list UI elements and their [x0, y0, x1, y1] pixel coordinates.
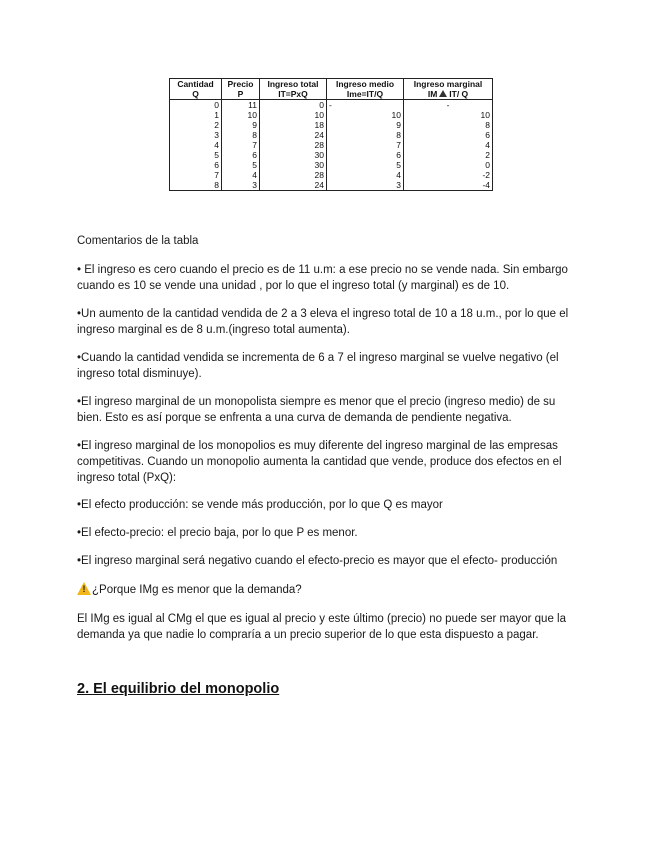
table-cell: 0: [260, 100, 327, 111]
table-header-row: [170, 79, 493, 90]
table-cell: 11: [222, 100, 260, 111]
table-cell: 8: [404, 120, 493, 130]
paragraph-8: •El ingreso marginal será negativo cuando el efecto-precio es mayor que el efecto- producción: [77, 555, 558, 567]
paragraph-1: • El ingreso es cero cuando el precio es de 11 u.m: a ese precio no se vende nada. Sin embargo cuando es 10 se vende una unidad , por lo que el ingreso total (y marginal) es de 10.: [77, 264, 568, 292]
table-cell: 8: [327, 130, 404, 140]
table-cell: 6: [170, 160, 222, 170]
table-cell: 30: [260, 160, 327, 170]
table-cell: 9: [327, 120, 404, 130]
table-cell: 0: [404, 160, 493, 170]
table-row: [170, 140, 493, 150]
table-cell: -: [327, 100, 404, 111]
table-cell: 24: [260, 130, 327, 140]
table-cell: -: [404, 100, 493, 111]
table-cell: 10: [222, 110, 260, 120]
header-im-formula: [404, 89, 493, 100]
table-row: [170, 160, 493, 170]
table-cell: 28: [260, 170, 327, 180]
header-ingreso-marginal: Ingreso marginal: [404, 79, 493, 90]
table-cell: 18: [260, 120, 327, 130]
header-p: P: [222, 89, 260, 100]
comments-title: Comentarios de la tabla: [77, 235, 199, 247]
table-cell: 3: [222, 180, 260, 191]
paragraph-3: •Cuando la cantidad vendida se incrementa de 6 a 7 el ingreso marginal se vuelve negativo (el ingreso total disminuye).: [77, 352, 559, 380]
table-cell: 10: [327, 110, 404, 120]
table-cell: 5: [327, 160, 404, 170]
revenue-table: [169, 78, 493, 191]
table-cell: 3: [170, 130, 222, 140]
delta-icon: [439, 90, 447, 97]
table-cell: -2: [404, 170, 493, 180]
table-cell: 30: [260, 150, 327, 160]
table-row: [170, 150, 493, 160]
table-cell: 4: [327, 170, 404, 180]
table-cell: 5: [222, 160, 260, 170]
table-cell: 3: [327, 180, 404, 191]
paragraph-5: •El ingreso marginal de los monopolios es muy diferente del ingreso marginal de las empresas competitivas. Cuando un monopolio aumenta la cantidad que vende, produce dos efectos en el ingreso total (PxQ):: [77, 440, 562, 484]
paragraph-6: •El efecto producción: se vende más producción, por lo que Q es mayor: [77, 499, 443, 511]
section-heading: 2. El equilibrio del monopolio: [77, 681, 280, 697]
table-cell: 8: [170, 180, 222, 191]
paragraph-4: •El ingreso marginal de un monopolista siempre es menor que el precio (ingreso medio) de su bien. Esto es así porque se enfrenta a una curva de demanda de pendiente negativa.: [77, 396, 556, 424]
table-cell: 6: [327, 150, 404, 160]
table-cell: 4: [222, 170, 260, 180]
table-cell: 4: [170, 140, 222, 150]
header-ime-formula: Ime=IT/Q: [327, 89, 404, 100]
table-cell: 24: [260, 180, 327, 191]
table-cell: 8: [222, 130, 260, 140]
header-precio: Precio: [222, 79, 260, 90]
paragraph-2: •Un aumento de la cantidad vendida de 2 a 3 eleva el ingreso total de 10 a 18 u.m., por lo que el ingreso marginal es de 8 u.m.(ingreso total aumenta).: [77, 308, 569, 336]
table-header-row-2: [170, 89, 493, 100]
table-cell: 28: [260, 140, 327, 150]
header-it-formula: IT=PxQ: [260, 89, 327, 100]
paragraph-7: •El efecto-precio: el precio baja, por lo que P es menor.: [77, 527, 358, 539]
question-line: [77, 582, 577, 598]
table-cell: 5: [170, 150, 222, 160]
table-cell: -4: [404, 180, 493, 191]
table-row: [170, 100, 493, 111]
answer-paragraph: El IMg es igual al CMg el que es igual al precio y este último (precio) no puede ser mayor que la demanda ya que nadie lo compraría a un precio superior de lo que esta dispuesto a pagar.: [77, 613, 566, 641]
table-cell: 10: [260, 110, 327, 120]
table-cell: 6: [222, 150, 260, 160]
table-cell: 2: [404, 150, 493, 160]
table-cell: 1: [170, 110, 222, 120]
header-cantidad: Cantidad: [170, 79, 222, 90]
table-cell: 9: [222, 120, 260, 130]
table-cell: 0: [170, 100, 222, 111]
header-q: Q: [170, 89, 222, 100]
header-ingreso-total: Ingreso total: [260, 79, 327, 90]
table-cell: 10: [404, 110, 493, 120]
table-row: [170, 130, 493, 140]
table-cell: 2: [170, 120, 222, 130]
table-cell: 7: [327, 140, 404, 150]
table-cell: 7: [170, 170, 222, 180]
table-row: [170, 180, 493, 191]
table-cell: 7: [222, 140, 260, 150]
table-row: [170, 110, 493, 120]
header-ingreso-medio: Ingreso medio: [327, 79, 404, 90]
im-label: IM: [427, 89, 438, 99]
table-row: [170, 120, 493, 130]
table-row: [170, 170, 493, 180]
question-text: ¿Porque IMg es menor que la demanda?: [92, 584, 302, 596]
warning-icon: !: [77, 582, 91, 595]
table-cell: 6: [404, 130, 493, 140]
im-formula-rest: IT/ Q: [449, 89, 469, 99]
table-cell: 4: [404, 140, 493, 150]
